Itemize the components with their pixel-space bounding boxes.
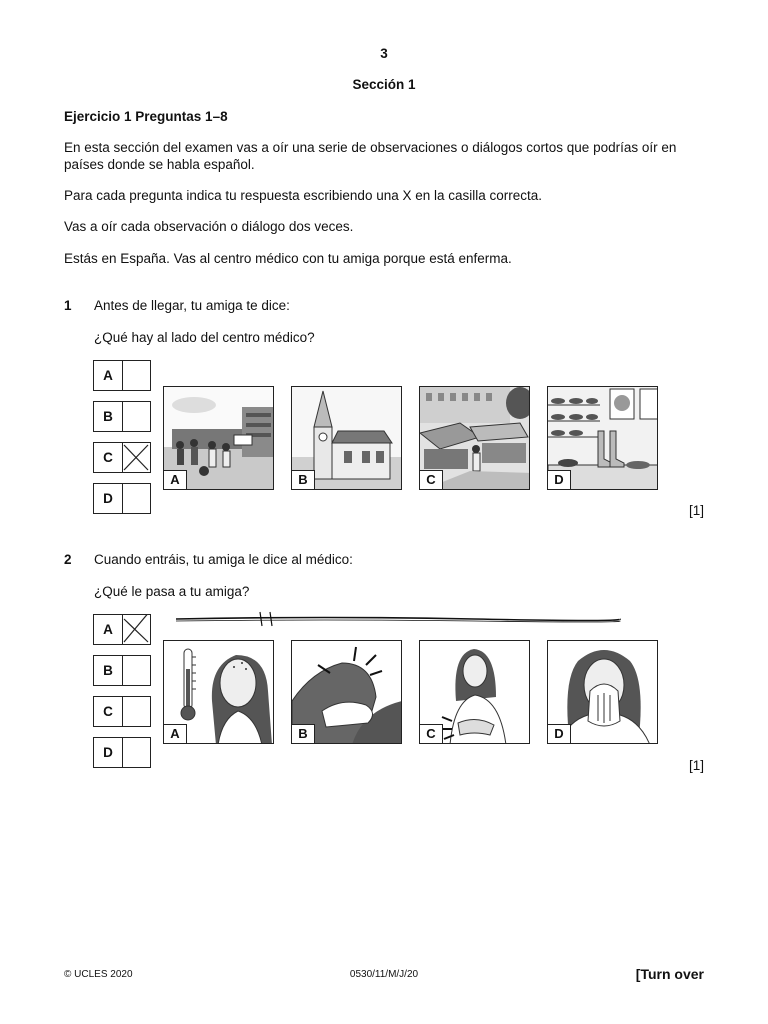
option-letter: C [94,697,123,726]
picture-label: B [292,470,315,489]
pen-stroke-icon [174,610,624,630]
marks: [1] [688,503,704,518]
answer-checkbox[interactable] [122,738,150,767]
picture-label: A [164,470,187,489]
answer-checkbox[interactable] [122,443,150,472]
answer-box-b[interactable] [93,401,151,432]
question-number: 1 [64,298,72,313]
question-number: 2 [64,552,72,567]
instruction-line: Para cada pregunta indica tu respuesta escribiendo una X en la casilla correcta. [64,188,543,203]
picture-option-c [419,386,530,490]
instruction-line: En esta sección del examen vas a oír una serie de observaciones o diálogos cortos que podrías oír en [64,140,677,155]
answer-checkbox[interactable] [122,361,150,390]
instruction-line: países donde se habla español. [64,157,255,172]
answer-checkbox[interactable] [122,656,150,685]
option-letter: A [94,361,123,390]
picture-label: C [420,724,443,743]
paper-code: 0530/11/M/J/20 [349,969,419,980]
instruction-line: Vas a oír cada observación o diálogo dos veces. [64,219,354,234]
option-letter: A [94,615,123,644]
question-prompt: Antes de llegar, tu amiga te dice: [94,298,290,313]
picture-option-b [291,640,402,744]
picture-option-d [547,386,658,490]
section-title: Sección 1 [352,77,416,92]
picture-option-d [547,640,658,744]
cross-mark-icon [122,615,150,644]
picture-label: A [164,724,187,743]
answer-checkbox[interactable] [122,615,150,644]
picture-label: D [548,724,571,743]
picture-option-b [291,386,402,490]
answer-box-b[interactable] [93,655,151,686]
answer-box-c[interactable] [93,696,151,727]
answer-checkbox[interactable] [122,697,150,726]
answer-box-a[interactable] [93,360,151,391]
option-letter: D [94,484,123,513]
turn-over: [Turn over [635,966,704,982]
picture-label: D [548,470,571,489]
cross-mark-icon [122,443,150,472]
answer-checkbox[interactable] [122,402,150,431]
marks: [1] [688,758,704,773]
page-number: 3 [380,46,388,61]
answer-box-c[interactable] [93,442,151,473]
answer-box-d[interactable] [93,483,151,514]
answer-checkbox[interactable] [122,484,150,513]
picture-label: C [420,470,443,489]
exercise-title: Ejercicio 1 Preguntas 1–8 [64,109,228,124]
picture-label: B [292,724,315,743]
copyright: © UCLES 2020 [64,969,133,980]
answer-box-d[interactable] [93,737,151,768]
question-text: ¿Qué hay al lado del centro médico? [94,330,315,345]
picture-option-a [163,640,274,744]
question-text: ¿Qué le pasa a tu amiga? [94,584,250,599]
option-letter: D [94,738,123,767]
instruction-line: Estás en España. Vas al centro médico con tu amiga porque está enferma. [64,251,512,266]
picture-option-a [163,386,274,490]
answer-box-a[interactable] [93,614,151,645]
option-letter: B [94,402,123,431]
question-prompt: Cuando entráis, tu amiga le dice al médico: [94,552,353,567]
picture-option-c [419,640,530,744]
option-letter: B [94,656,123,685]
option-letter: C [94,443,123,472]
